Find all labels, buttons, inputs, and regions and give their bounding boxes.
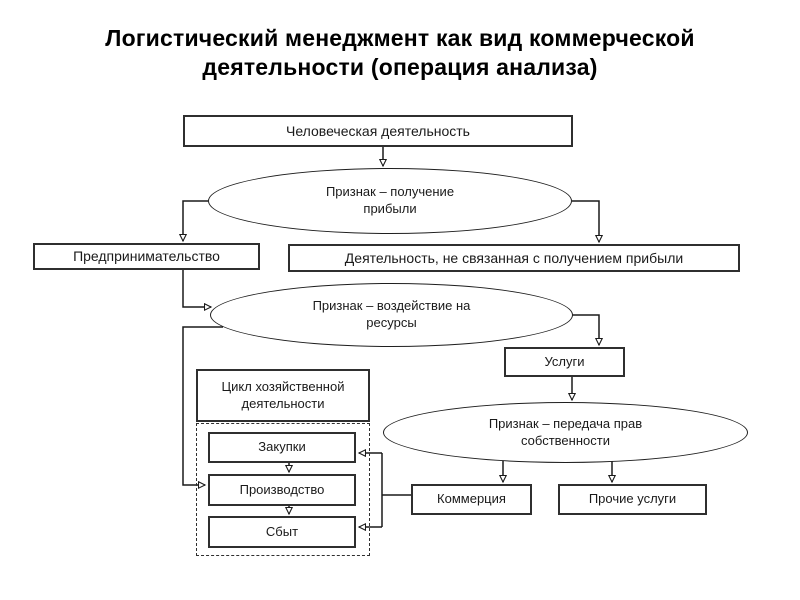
arrow-profit-to-entrepreneurship — [183, 201, 208, 241]
node-other-services: Прочие услуги — [558, 484, 707, 515]
arrow-resources-to-services — [572, 315, 599, 345]
node-purchases: Закупки — [208, 432, 356, 463]
slide-title: Логистический менеджмент как вид коммерческой деятельности (операция анализа) — [105, 25, 695, 81]
node-sales: Сбыт — [208, 516, 356, 548]
node-profit-criterion: Признак – получение прибыли — [208, 168, 572, 234]
node-human-activity: Человеческая деятельность — [183, 115, 573, 147]
arrow-profit-to-nonprofit — [572, 201, 599, 242]
node-resources-criterion: Признак – воздействие на ресурсы — [210, 283, 573, 347]
node-business-cycle: Цикл хозяйственной деятельности — [196, 369, 370, 422]
node-commerce: Коммерция — [411, 484, 532, 515]
node-production: Производство — [208, 474, 356, 506]
arrow-entrepreneurship-to-resources — [183, 270, 211, 307]
node-non-profit-activity: Деятельность, не связанная с получением прибыли — [288, 244, 740, 272]
node-ownership-criterion: Признак – передача прав собственности — [383, 402, 748, 463]
node-services: Услуги — [504, 347, 625, 377]
node-entrepreneurship: Предпринимательство — [33, 243, 260, 270]
